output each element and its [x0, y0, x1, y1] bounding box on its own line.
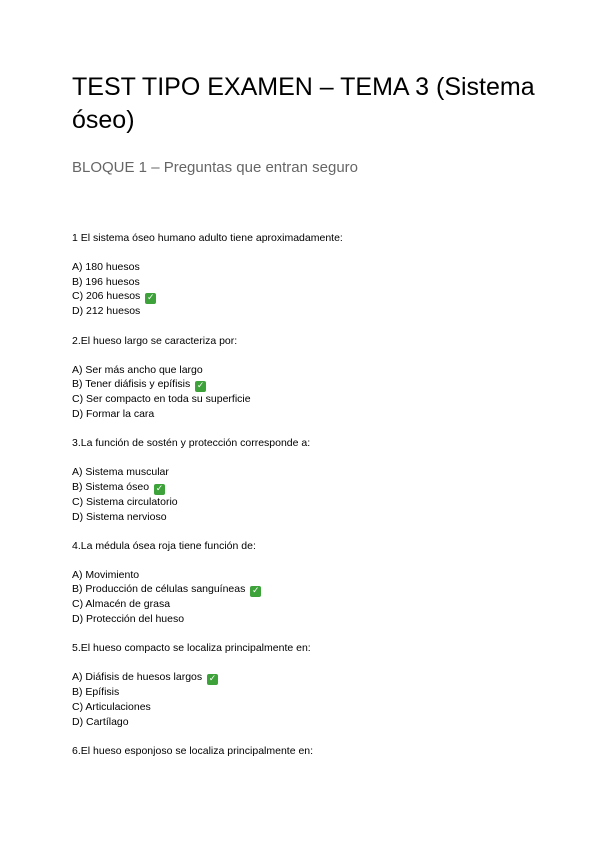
answer-option-text: D) Cartílago	[72, 715, 129, 728]
answer-option-text: B) Epífisis	[72, 686, 120, 699]
answer-option-text: C) Almacén de grasa	[72, 598, 171, 611]
answer-option-text: D) Sistema nervioso	[72, 510, 167, 523]
check-mark-icon: ✓	[196, 381, 205, 392]
option-list	[72, 465, 542, 524]
answer-option-text: D) Protección del hueso	[72, 613, 185, 626]
option-list	[72, 363, 542, 422]
answer-option-text: D) 212 huesos	[72, 305, 141, 318]
answer-option	[72, 495, 542, 510]
page-title: TEST TIPO EXAMEN – TEMA 3 (Sistema óseo)	[72, 73, 535, 134]
question-prompt: 4.La médula ósea roja tiene función de:	[72, 539, 256, 552]
section-subtitle: BLOQUE 1 – Preguntas que entran seguro	[72, 159, 359, 176]
option-list	[72, 670, 542, 729]
option-list	[72, 260, 542, 319]
question-prompt: 6.El hueso esponjoso se localiza principalmente en:	[72, 744, 314, 757]
answer-option	[72, 715, 542, 730]
answer-option	[72, 304, 542, 319]
answer-option-text: D) Formar la cara	[72, 407, 155, 420]
answer-option-text: A) 180 huesos	[72, 261, 140, 274]
answer-option	[72, 392, 542, 407]
answer-option-text: A) Ser más ancho que largo	[72, 363, 203, 376]
question-prompt: 1 El sistema óseo humano adulto tiene aproximadamente:	[72, 232, 343, 244]
answer-option	[72, 612, 542, 627]
answer-option	[72, 465, 542, 480]
answer-option-text: C) 206 huesos	[72, 290, 141, 303]
answer-option-text: A) Sistema muscular	[72, 466, 169, 479]
answer-option-text: B) Producción de células sanguíneas	[72, 583, 246, 596]
answer-option	[72, 510, 542, 525]
answer-option	[72, 700, 542, 715]
answer-option	[72, 685, 542, 700]
answer-option	[72, 407, 542, 422]
answer-option-text: C) Sistema circulatorio	[72, 495, 178, 508]
answer-option	[72, 275, 542, 290]
answer-option	[72, 568, 542, 583]
answer-option	[72, 363, 542, 378]
answer-option	[72, 597, 542, 612]
answer-option-text: A) Movimiento	[72, 568, 140, 581]
answer-option-text: C) Articulaciones	[72, 701, 151, 714]
answer-option	[72, 480, 542, 495]
question-prompt: 5.El hueso compacto se localiza principalmente en:	[72, 642, 311, 655]
answer-option	[72, 582, 542, 597]
check-mark-icon: ✓	[252, 586, 260, 597]
answer-option-text: A) Diáfisis de huesos largos	[72, 671, 203, 684]
answer-option-text: B) 196 huesos	[72, 275, 140, 288]
question-prompt: 3.La función de sostén y protección corresponde a:	[72, 437, 311, 450]
question-prompt: 2.El hueso largo se caracteriza por:	[72, 334, 238, 347]
check-mark-icon: ✓	[155, 483, 164, 494]
answer-option	[72, 260, 542, 275]
question-list	[72, 231, 542, 773]
answer-option-text: B) Tener diáfisis y epífisis	[72, 378, 191, 391]
answer-option	[72, 289, 542, 304]
answer-option-text: C) Ser compacto en toda su superficie	[72, 393, 251, 406]
check-mark-icon: ✓	[146, 293, 155, 304]
answer-option	[72, 377, 542, 392]
answer-option-text: B) Sistema óseo	[72, 480, 150, 493]
option-list	[72, 568, 542, 627]
check-mark-icon: ✓	[208, 674, 217, 685]
answer-option	[72, 670, 542, 685]
